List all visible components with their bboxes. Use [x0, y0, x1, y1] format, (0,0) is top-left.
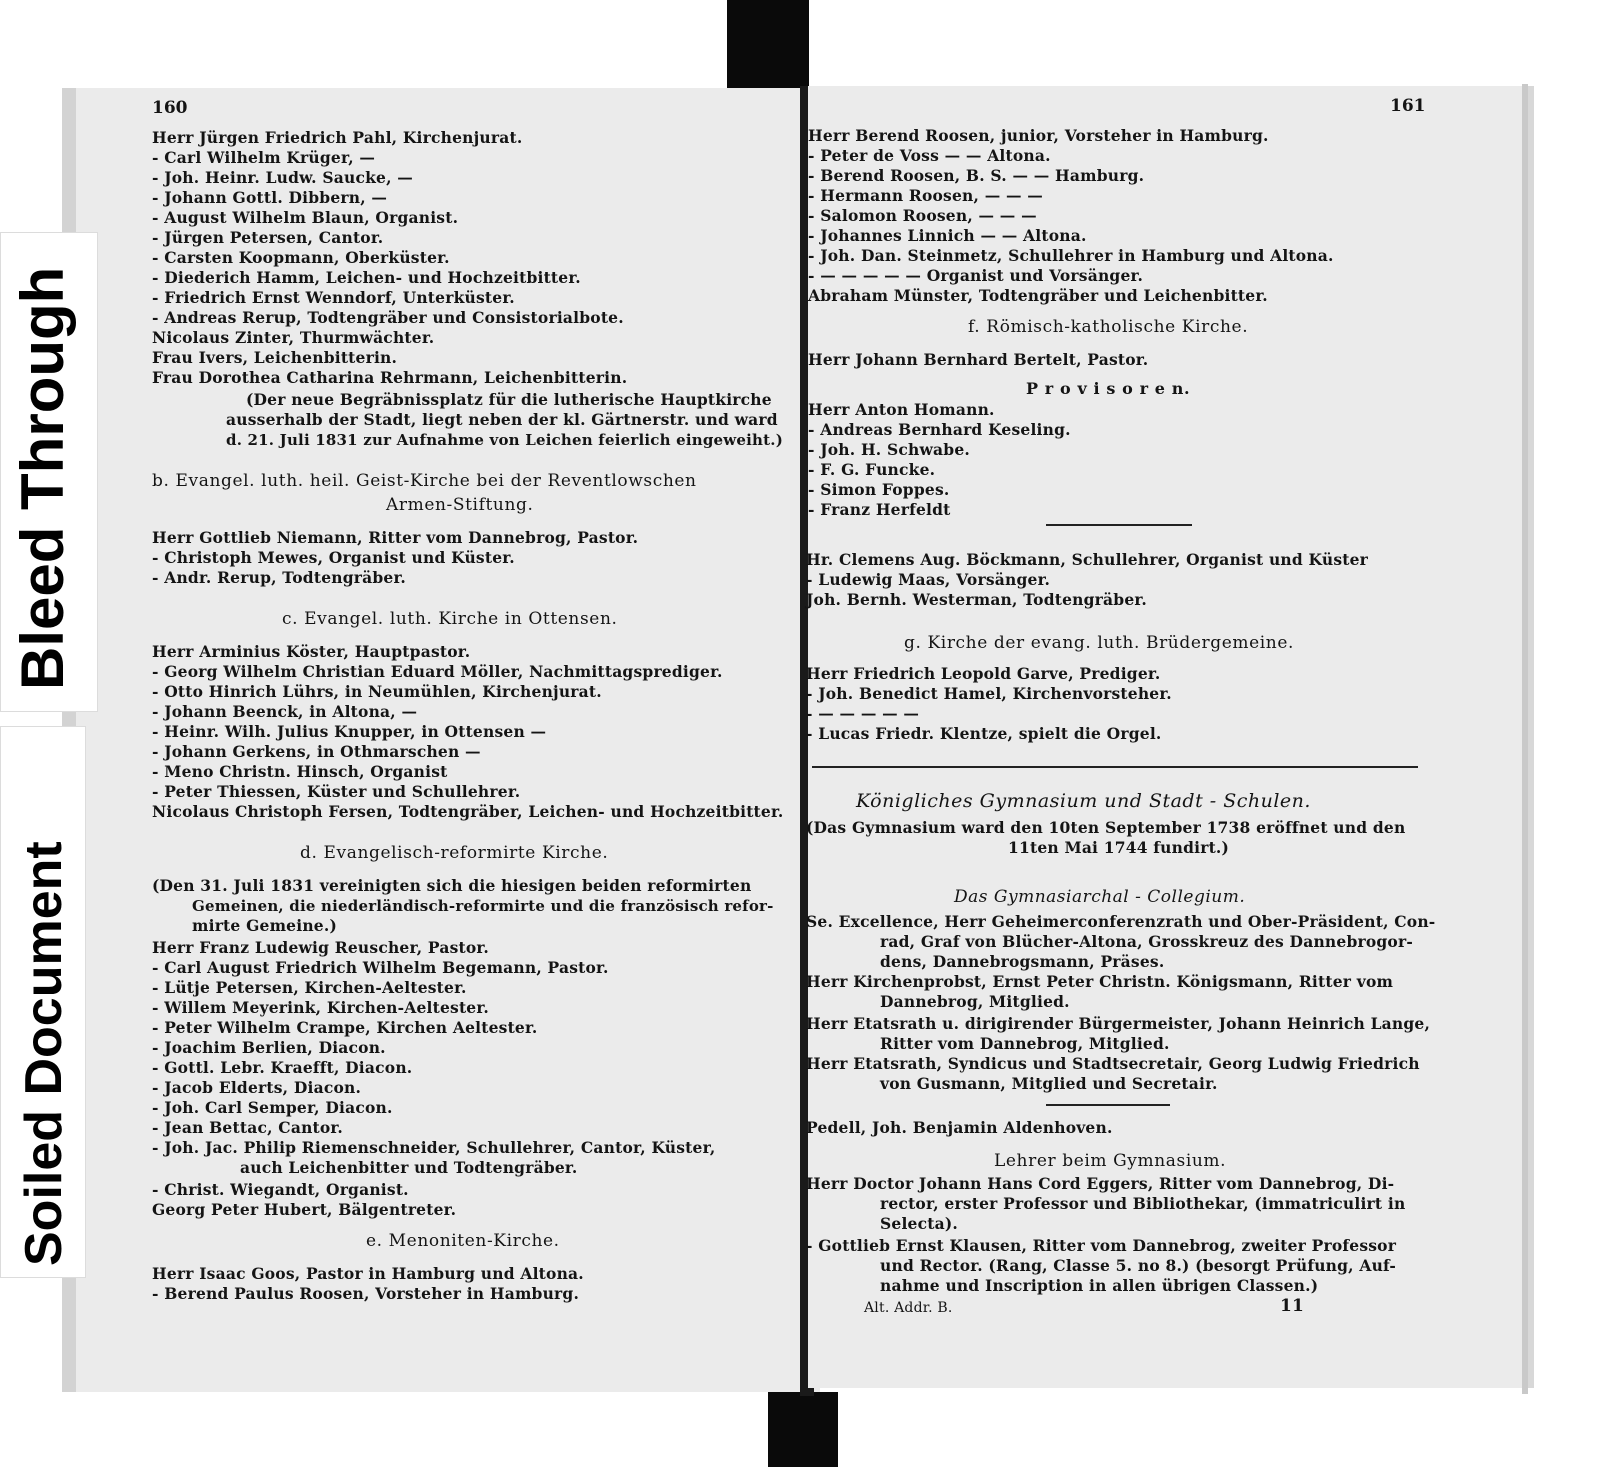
- text-line: - Carsten Koopmann, Oberküster.: [152, 248, 450, 267]
- text-line: nahme und Inscription in allen übrigen Classen.): [880, 1276, 1319, 1295]
- text-line: Herr Jürgen Friedrich Pahl, Kirchenjurat.: [152, 128, 523, 147]
- text-line: dens, Dannebrogsmann, Präses.: [880, 952, 1165, 971]
- text-line: Herr Doctor Johann Hans Cord Eggers, Ritter vom Dannebrog, Di-: [806, 1174, 1395, 1193]
- text-line: - Andreas Bernhard Keseling.: [808, 420, 1071, 439]
- text-line: - Otto Hinrich Lührs, in Neumühlen, Kirchenjurat.: [152, 682, 602, 701]
- divider-rule: [812, 766, 1418, 768]
- text-line: - Johann Gottl. Dibbern, —: [152, 188, 388, 207]
- text-line: Hr. Clemens Aug. Böckmann, Schullehrer, Organist und Küster: [806, 550, 1369, 569]
- text-line: - Berend Paulus Roosen, Vorsteher in Hamburg.: [152, 1284, 580, 1303]
- text-line: Herr Etatsrath u. dirigirender Bürgermeister, Johann Heinrich Lange,: [806, 1014, 1431, 1033]
- text-line: Herr Gottlieb Niemann, Ritter vom Dannebrog, Pastor.: [152, 528, 639, 547]
- text-line: - Johann Beenck, in Altona, —: [152, 702, 418, 721]
- text-line: - Peter de Voss — — Altona.: [808, 146, 1051, 165]
- text-line: - Christ. Wiegandt, Organist.: [152, 1180, 409, 1199]
- text-line: - Georg Wilhelm Christian Eduard Möller, Nachmittagsprediger.: [152, 662, 723, 681]
- text-line: - — — — — —: [806, 704, 920, 723]
- text-line: Herr Johann Bernhard Bertelt, Pastor.: [808, 350, 1149, 369]
- text-line: - Andr. Rerup, Todtengräber.: [152, 568, 407, 587]
- text-line: - Lütje Petersen, Kirchen-Aeltester.: [152, 978, 467, 997]
- text-line: - Carl August Friedrich Wilhelm Begemann, Pastor.: [152, 958, 609, 977]
- text-line: ausserhalb der Stadt, liegt neben der kl. Gärtnerstr. und ward: [226, 410, 778, 429]
- text-line: - Jacob Elderts, Diacon.: [152, 1078, 362, 1097]
- text-line: Herr Etatsrath, Syndicus und Stadtsecretair, Georg Ludwig Friedrich: [806, 1054, 1420, 1073]
- soiled-document-label: Soiled Document: [15, 841, 73, 1266]
- text-line: Ritter vom Dannebrog, Mitglied.: [880, 1034, 1170, 1053]
- text-line: Herr Arminius Köster, Hauptpastor.: [152, 642, 471, 661]
- section-heading: Das Gymnasiarchal - Collegium.: [954, 887, 1246, 907]
- text-line: - Joh. Dan. Steinmetz, Schullehrer in Hamburg und Altona.: [808, 246, 1334, 265]
- text-line: 11ten Mai 1744 fundirt.): [1008, 838, 1230, 857]
- text-line: - Ludewig Maas, Vorsänger.: [806, 570, 1051, 589]
- text-line: (Das Gymnasium ward den 10ten September 1738 eröffnet und den: [806, 818, 1406, 837]
- text-line: von Gusmann, Mitglied und Secretair.: [880, 1074, 1218, 1093]
- section-heading: Lehrer beim Gymnasium.: [994, 1151, 1227, 1171]
- section-heading: f. Römisch-katholische Kirche.: [968, 317, 1249, 337]
- divider-rule: [1046, 524, 1192, 526]
- text-line: Herr Friedrich Leopold Garve, Prediger.: [806, 664, 1161, 683]
- signature-number: 11: [1280, 1296, 1305, 1316]
- text-line: - Jean Bettac, Cantor.: [152, 1118, 343, 1137]
- text-line: - August Wilhelm Blaun, Organist.: [152, 208, 459, 227]
- text-line: Joh. Bernh. Westerman, Todtengräber.: [806, 590, 1147, 609]
- text-line: Herr Anton Homann.: [808, 400, 995, 419]
- left-page-number: 160: [152, 98, 188, 118]
- text-line: - Heinr. Wilh. Julius Knupper, in Ottensen —: [152, 722, 547, 741]
- text-line: - Joh. Carl Semper, Diacon.: [152, 1098, 393, 1117]
- text-line: Se. Excellence, Herr Geheimerconferenzrath und Ober-Präsident, Con-: [806, 912, 1436, 931]
- text-line: - Peter Wilhelm Crampe, Kirchen Aeltester.: [152, 1018, 538, 1037]
- section-heading: Königliches Gymnasium und Stadt - Schulen.: [856, 790, 1311, 812]
- text-line: Herr Isaac Goos, Pastor in Hamburg und Altona.: [152, 1264, 584, 1283]
- text-line: - Meno Christn. Hinsch, Organist: [152, 762, 448, 781]
- text-line: rector, erster Professor und Bibliothekar, (immatriculirt in: [880, 1194, 1406, 1213]
- text-line: - — — — — — Organist und Vorsänger.: [808, 266, 1144, 285]
- section-heading: Armen-Stiftung.: [386, 495, 534, 515]
- text-line: (Der neue Begräbnissplatz für die lutherische Hauptkirche: [246, 390, 772, 409]
- signature-mark: Alt. Addr. B.: [864, 1300, 953, 1316]
- section-heading: P r o v i s o r e n.: [1026, 379, 1191, 398]
- text-line: Georg Peter Hubert, Bälgentreter.: [152, 1200, 457, 1219]
- text-line: Nicolaus Zinter, Thurmwächter.: [152, 328, 435, 347]
- text-line: Abraham Münster, Todtengräber und Leichenbitter.: [808, 286, 1268, 305]
- text-line: Dannebrog, Mitglied.: [880, 992, 1070, 1011]
- text-line: - Joh. Benedict Hamel, Kirchenvorsteher.: [806, 684, 1172, 703]
- text-line: - Joh. Heinr. Ludw. Saucke, —: [152, 168, 413, 187]
- text-line: mirte Gemeine.): [192, 916, 337, 935]
- text-line: Gemeinen, die niederländisch-reformirte und die französisch refor-: [192, 897, 774, 915]
- text-line: Selecta).: [880, 1214, 958, 1233]
- text-line: - F. G. Funcke.: [808, 460, 936, 479]
- text-line: - Berend Roosen, B. S. — — Hamburg.: [808, 166, 1145, 185]
- section-heading: d. Evangelisch-reformirte Kirche.: [300, 843, 609, 863]
- section-heading: c. Evangel. luth. Kirche in Ottensen.: [282, 609, 618, 629]
- text-line: auch Leichenbitter und Todtengräber.: [240, 1158, 578, 1177]
- text-line: Herr Franz Ludewig Reuscher, Pastor.: [152, 938, 489, 957]
- text-line: - Johann Gerkens, in Othmarschen —: [152, 742, 481, 761]
- text-line: - Johannes Linnich — — Altona.: [808, 226, 1087, 245]
- text-line: - Andreas Rerup, Todtengräber und Consistorialbote.: [152, 308, 624, 327]
- text-line: - Friedrich Ernst Wenndorf, Unterküster.: [152, 288, 515, 307]
- text-line: - Joh. H. Schwabe.: [808, 440, 970, 459]
- text-line: Nicolaus Christoph Fersen, Todtengräber, Leichen- und Hochzeitbitter.: [152, 802, 784, 821]
- text-line: und Rector. (Rang, Classe 5. no 8.) (besorgt Prüfung, Auf-: [880, 1256, 1397, 1275]
- text-line: - Hermann Roosen, — — —: [808, 186, 1043, 205]
- text-line: - Willem Meyerink, Kirchen-Aeltester.: [152, 998, 489, 1017]
- text-line: Pedell, Joh. Benjamin Aldenhoven.: [806, 1118, 1113, 1137]
- text-line: - Christoph Mewes, Organist und Küster.: [152, 548, 515, 567]
- text-line: - Joachim Berlien, Diacon.: [152, 1038, 386, 1057]
- page-edge: [1522, 84, 1528, 1394]
- text-line: Herr Berend Roosen, junior, Vorsteher in Hamburg.: [808, 126, 1269, 145]
- text-line: - Diederich Hamm, Leichen- und Hochzeitbitter.: [152, 268, 581, 287]
- text-line: rad, Graf von Blücher-Altona, Grosskreuz des Dannebrogor-: [880, 932, 1413, 951]
- right-page-number: 161: [1390, 96, 1426, 116]
- text-line: Herr Kirchenprobst, Ernst Peter Christn. Königsmann, Ritter vom: [806, 972, 1394, 991]
- section-heading: b. Evangel. luth. heil. Geist-Kirche bei der Reventlowschen: [152, 471, 697, 491]
- text-line: d. 21. Juli 1831 zur Aufnahme von Leichen feierlich eingeweiht.): [226, 431, 783, 449]
- text-line: - Joh. Jac. Philip Riemenschneider, Schullehrer, Cantor, Küster,: [152, 1138, 716, 1157]
- section-heading: g. Kirche der evang. luth. Brüdergemeine.: [904, 633, 1294, 653]
- text-line: (Den 31. Juli 1831 vereinigten sich die hiesigen beiden reformirten: [152, 876, 752, 895]
- text-line: - Salomon Roosen, — — —: [808, 206, 1037, 225]
- text-line: - Lucas Friedr. Klentze, spielt die Orgel.: [806, 724, 1162, 743]
- text-line: Frau Dorothea Catharina Rehrmann, Leichenbitterin.: [152, 368, 628, 387]
- text-line: - Gottl. Lebr. Kraefft, Diacon.: [152, 1058, 413, 1077]
- text-line: - Franz Herfeldt: [808, 500, 951, 519]
- text-line: - Carl Wilhelm Krüger, —: [152, 148, 376, 167]
- bleed-through-label: Bleed Through: [9, 266, 76, 690]
- text-line: - Simon Foppes.: [808, 480, 950, 499]
- text-line: - Jürgen Petersen, Cantor.: [152, 228, 384, 247]
- text-line: Frau Ivers, Leichenbitterin.: [152, 348, 398, 367]
- divider-rule: [1046, 1104, 1170, 1106]
- section-heading: e. Menoniten-Kirche.: [366, 1231, 560, 1251]
- binding-strip-bottom: [768, 1392, 838, 1467]
- text-line: - Peter Thiessen, Küster und Schullehrer.: [152, 782, 521, 801]
- text-line: - Gottlieb Ernst Klausen, Ritter vom Dannebrog, zweiter Professor: [806, 1236, 1397, 1255]
- binding-strip-top: [727, 0, 809, 92]
